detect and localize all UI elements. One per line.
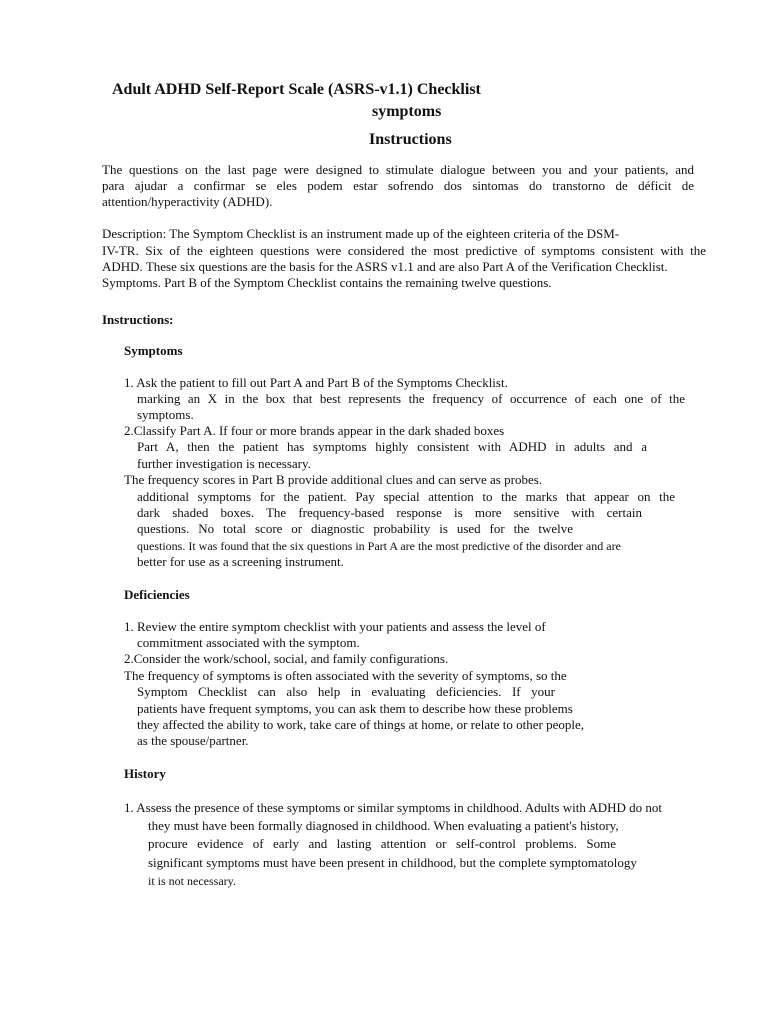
history-line-2: they must have been formally diagnosed in childhood. When evaluating a patient's history, bbox=[148, 818, 619, 833]
deficiencies-line-4: The frequency of symptoms is often associated with the severity of symptoms, so the bbox=[124, 668, 567, 683]
deficiencies-line-2: commitment associated with the symptom. bbox=[137, 635, 360, 650]
symptoms-line-4: 2.Classify Part A. If four or more brands appear in the dark shaded boxes bbox=[124, 423, 505, 438]
history-line-1: 1. Assess the presence of these symptoms or similar symptoms in childhood. Adults with ADHD do not bbox=[124, 800, 663, 815]
description-line-2: IV-TR. Six of the eighteen questions were considered the most predictive of symptoms consistent with the bbox=[102, 243, 706, 258]
description-line-4: Symptoms. Part B of the Symptom Checklist contains the remaining twelve questions. bbox=[102, 275, 552, 290]
intro-line-2: para ajudar a confirmar se eles podem estar sofrendo dos sintomas do transtorno de déficit de bbox=[102, 178, 694, 193]
symptoms-heading: Symptoms bbox=[124, 343, 183, 358]
symptoms-line-2: marking an X in the box that best represents the frequency of occurrence of each one of the bbox=[137, 391, 685, 406]
symptoms-line-12: better for use as a screening instrument. bbox=[137, 554, 344, 569]
intro-line-3: attention/hyperactivity (ADHD). bbox=[102, 194, 273, 209]
symptoms-line-1: 1. Ask the patient to fill out Part A and Part B of the Symptoms Checklist. bbox=[124, 375, 508, 390]
history-heading: History bbox=[124, 766, 166, 781]
document-title: Adult ADHD Self-Report Scale (ASRS-v1.1) Checklist bbox=[112, 81, 481, 98]
symptoms-line-8: additional symptoms for the patient. Pay special attention to the marks that appear on the bbox=[137, 489, 675, 504]
symptoms-line-9: dark shaded boxes. The frequency-based response is more sensitive with certain bbox=[137, 505, 642, 520]
symptoms-line-10: questions. No total score or diagnostic probability is used for the twelve bbox=[137, 521, 573, 536]
deficiencies-line-3: 2.Consider the work/school, social, and family configurations. bbox=[124, 651, 449, 666]
symptoms-line-5: Part A, then the patient has symptoms highly consistent with ADHD in adults and a bbox=[137, 439, 647, 454]
history-line-3: procure evidence of early and lasting attention or self-control problems. Some bbox=[148, 836, 616, 851]
symptoms-line-3: symptoms. bbox=[137, 407, 194, 422]
deficiencies-line-5: Symptom Checklist can also help in evaluating deficiencies. If your bbox=[137, 684, 555, 699]
instructions-title: Instructions bbox=[369, 131, 452, 148]
description-line-1: Description: The Symptom Checklist is an instrument made up of the eighteen criteria of the DSM- bbox=[102, 226, 620, 241]
deficiencies-line-7: they affected the ability to work, take care of things at home, or relate to other people, bbox=[137, 717, 585, 732]
symptoms-line-7: The frequency scores in Part B provide additional clues and can serve as probes. bbox=[124, 472, 543, 487]
history-line-5: it is not necessary. bbox=[148, 874, 236, 888]
deficiencies-heading: Deficiencies bbox=[124, 587, 190, 602]
description-line-3: ADHD. These six questions are the basis for the ASRS v1.1 and are also Part A of the Verification Checklist. bbox=[102, 259, 668, 274]
intro-line-1: The questions on the last page were designed to stimulate dialogue between you and your patients, and bbox=[102, 162, 694, 177]
history-line-4: significant symptoms must have been present in childhood, but the complete symptomatology bbox=[148, 855, 637, 870]
document-subtitle: symptoms bbox=[372, 103, 442, 120]
symptoms-line-6: further investigation is necessary. bbox=[137, 456, 311, 471]
deficiencies-line-1: 1. Review the entire symptom checklist with your patients and assess the level of bbox=[124, 619, 546, 634]
instructions-heading: Instructions: bbox=[102, 312, 174, 327]
deficiencies-line-8: as the spouse/partner. bbox=[137, 733, 249, 748]
symptoms-line-11: questions. It was found that the six questions in Part A are the most predictive of the disorder and are bbox=[137, 539, 621, 553]
deficiencies-line-6: patients have frequent symptoms, you can ask them to describe how these problems bbox=[137, 701, 573, 716]
